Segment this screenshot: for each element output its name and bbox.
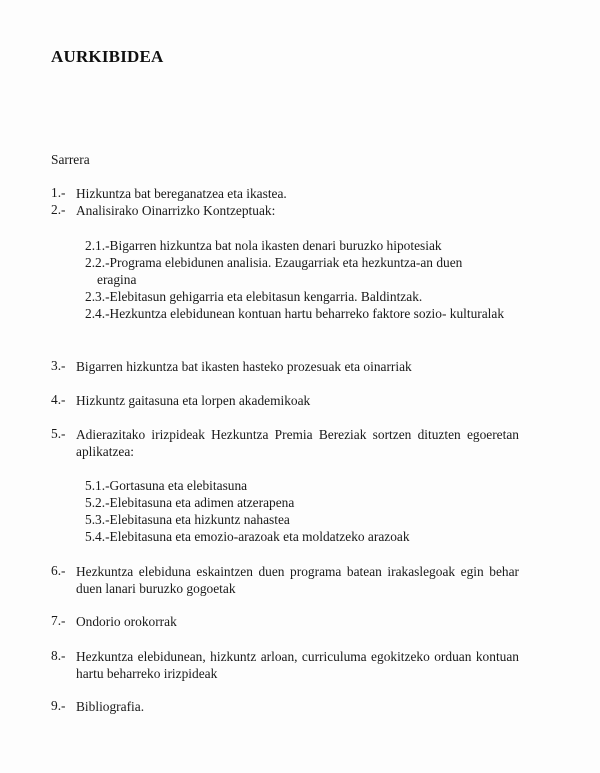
toc-number: 4.- <box>51 392 66 407</box>
toc-subentry-5-4: 5.4.-Elebitasuna eta emozio-arazoak eta moldatzeko arazoak <box>85 529 410 544</box>
toc-text: Ondorio orokorrak <box>76 614 177 629</box>
toc-number: 3.- <box>51 358 66 373</box>
toc-entry-2 <box>51 202 519 219</box>
toc-text: Hizkuntz gaitasuna eta lorpen akademikoak <box>76 393 311 408</box>
toc-number: 6.- <box>51 563 66 578</box>
toc-subentry-2-4: 2.4.-Hezkuntza elebidunean kontuan hartu beharreko faktore sozio- kulturalak <box>85 306 505 321</box>
toc-text: Bigarren hizkuntza bat ikasten hasteko prozesuak eta oinarriak <box>76 359 412 374</box>
toc-subsection-5 <box>85 477 555 545</box>
toc-entry-6 <box>51 563 519 597</box>
toc-number: 9.- <box>51 698 66 713</box>
toc-text: Hezkuntza elebiduna eskaintzen duen programa batean irakaslegoak egin behar duen lanari buruzko gogoetak <box>76 564 519 596</box>
toc-subentry-text: 2.2.-Programa elebidunen analisia. Ezaugarriak eta hezkuntza-an duen <box>85 255 463 270</box>
toc-text: Bibliografia. <box>76 699 145 714</box>
toc-entry-8 <box>51 648 519 682</box>
toc-text: Hizkuntza bat bereganatzea eta ikastea. <box>76 186 287 201</box>
toc-entry-7 <box>51 613 519 630</box>
toc-entry-5 <box>51 426 519 460</box>
toc-number: 5.- <box>51 426 66 441</box>
toc-subentry-2-3: 2.3.-Elebitasun gehigarria eta elebitasun kengarria. Baldintzak. <box>85 289 423 304</box>
toc-number: 7.- <box>51 613 66 628</box>
toc-entry-4 <box>51 392 519 409</box>
toc-entry-9 <box>51 698 519 715</box>
toc-subentry-5-2: 5.2.-Elebitasuna eta adimen atzerapena <box>85 495 295 510</box>
toc-intro: Sarrera <box>51 152 90 167</box>
toc-number: 2.- <box>51 202 66 217</box>
toc-subentry-2-1: 2.1.-Bigarren hizkuntza bat nola ikasten denari buruzko hipotesiak <box>85 238 442 253</box>
toc-subentry-5-1: 5.1.-Gortasuna eta elebitasuna <box>85 478 248 493</box>
toc-number: 8.- <box>51 648 66 663</box>
toc-text: Adierazitako irizpideak Hezkuntza Premia Bereziak sortzen dituzten egoeretan aplikatzea: <box>76 427 519 459</box>
toc-subsection-2 <box>85 237 555 322</box>
toc-text: Analisirako Oinarrizko Kontzeptuak: <box>76 203 276 218</box>
toc-subentry-continuation: eragina <box>97 272 137 287</box>
page-title: AURKIBIDEA <box>51 47 164 66</box>
toc-subentry-5-3: 5.3.-Elebitasuna eta hizkuntz nahastea <box>85 512 290 527</box>
toc-entry-1 <box>51 185 519 202</box>
toc-number: 1.- <box>51 185 66 200</box>
toc-entry-3 <box>51 358 519 375</box>
toc-subentry-2-2 <box>85 254 555 288</box>
toc-text: Hezkuntza elebidunean, hizkuntz arloan, curriculuma egokitzeko orduan kontuan hartu beharreko irizpideak <box>76 649 519 681</box>
